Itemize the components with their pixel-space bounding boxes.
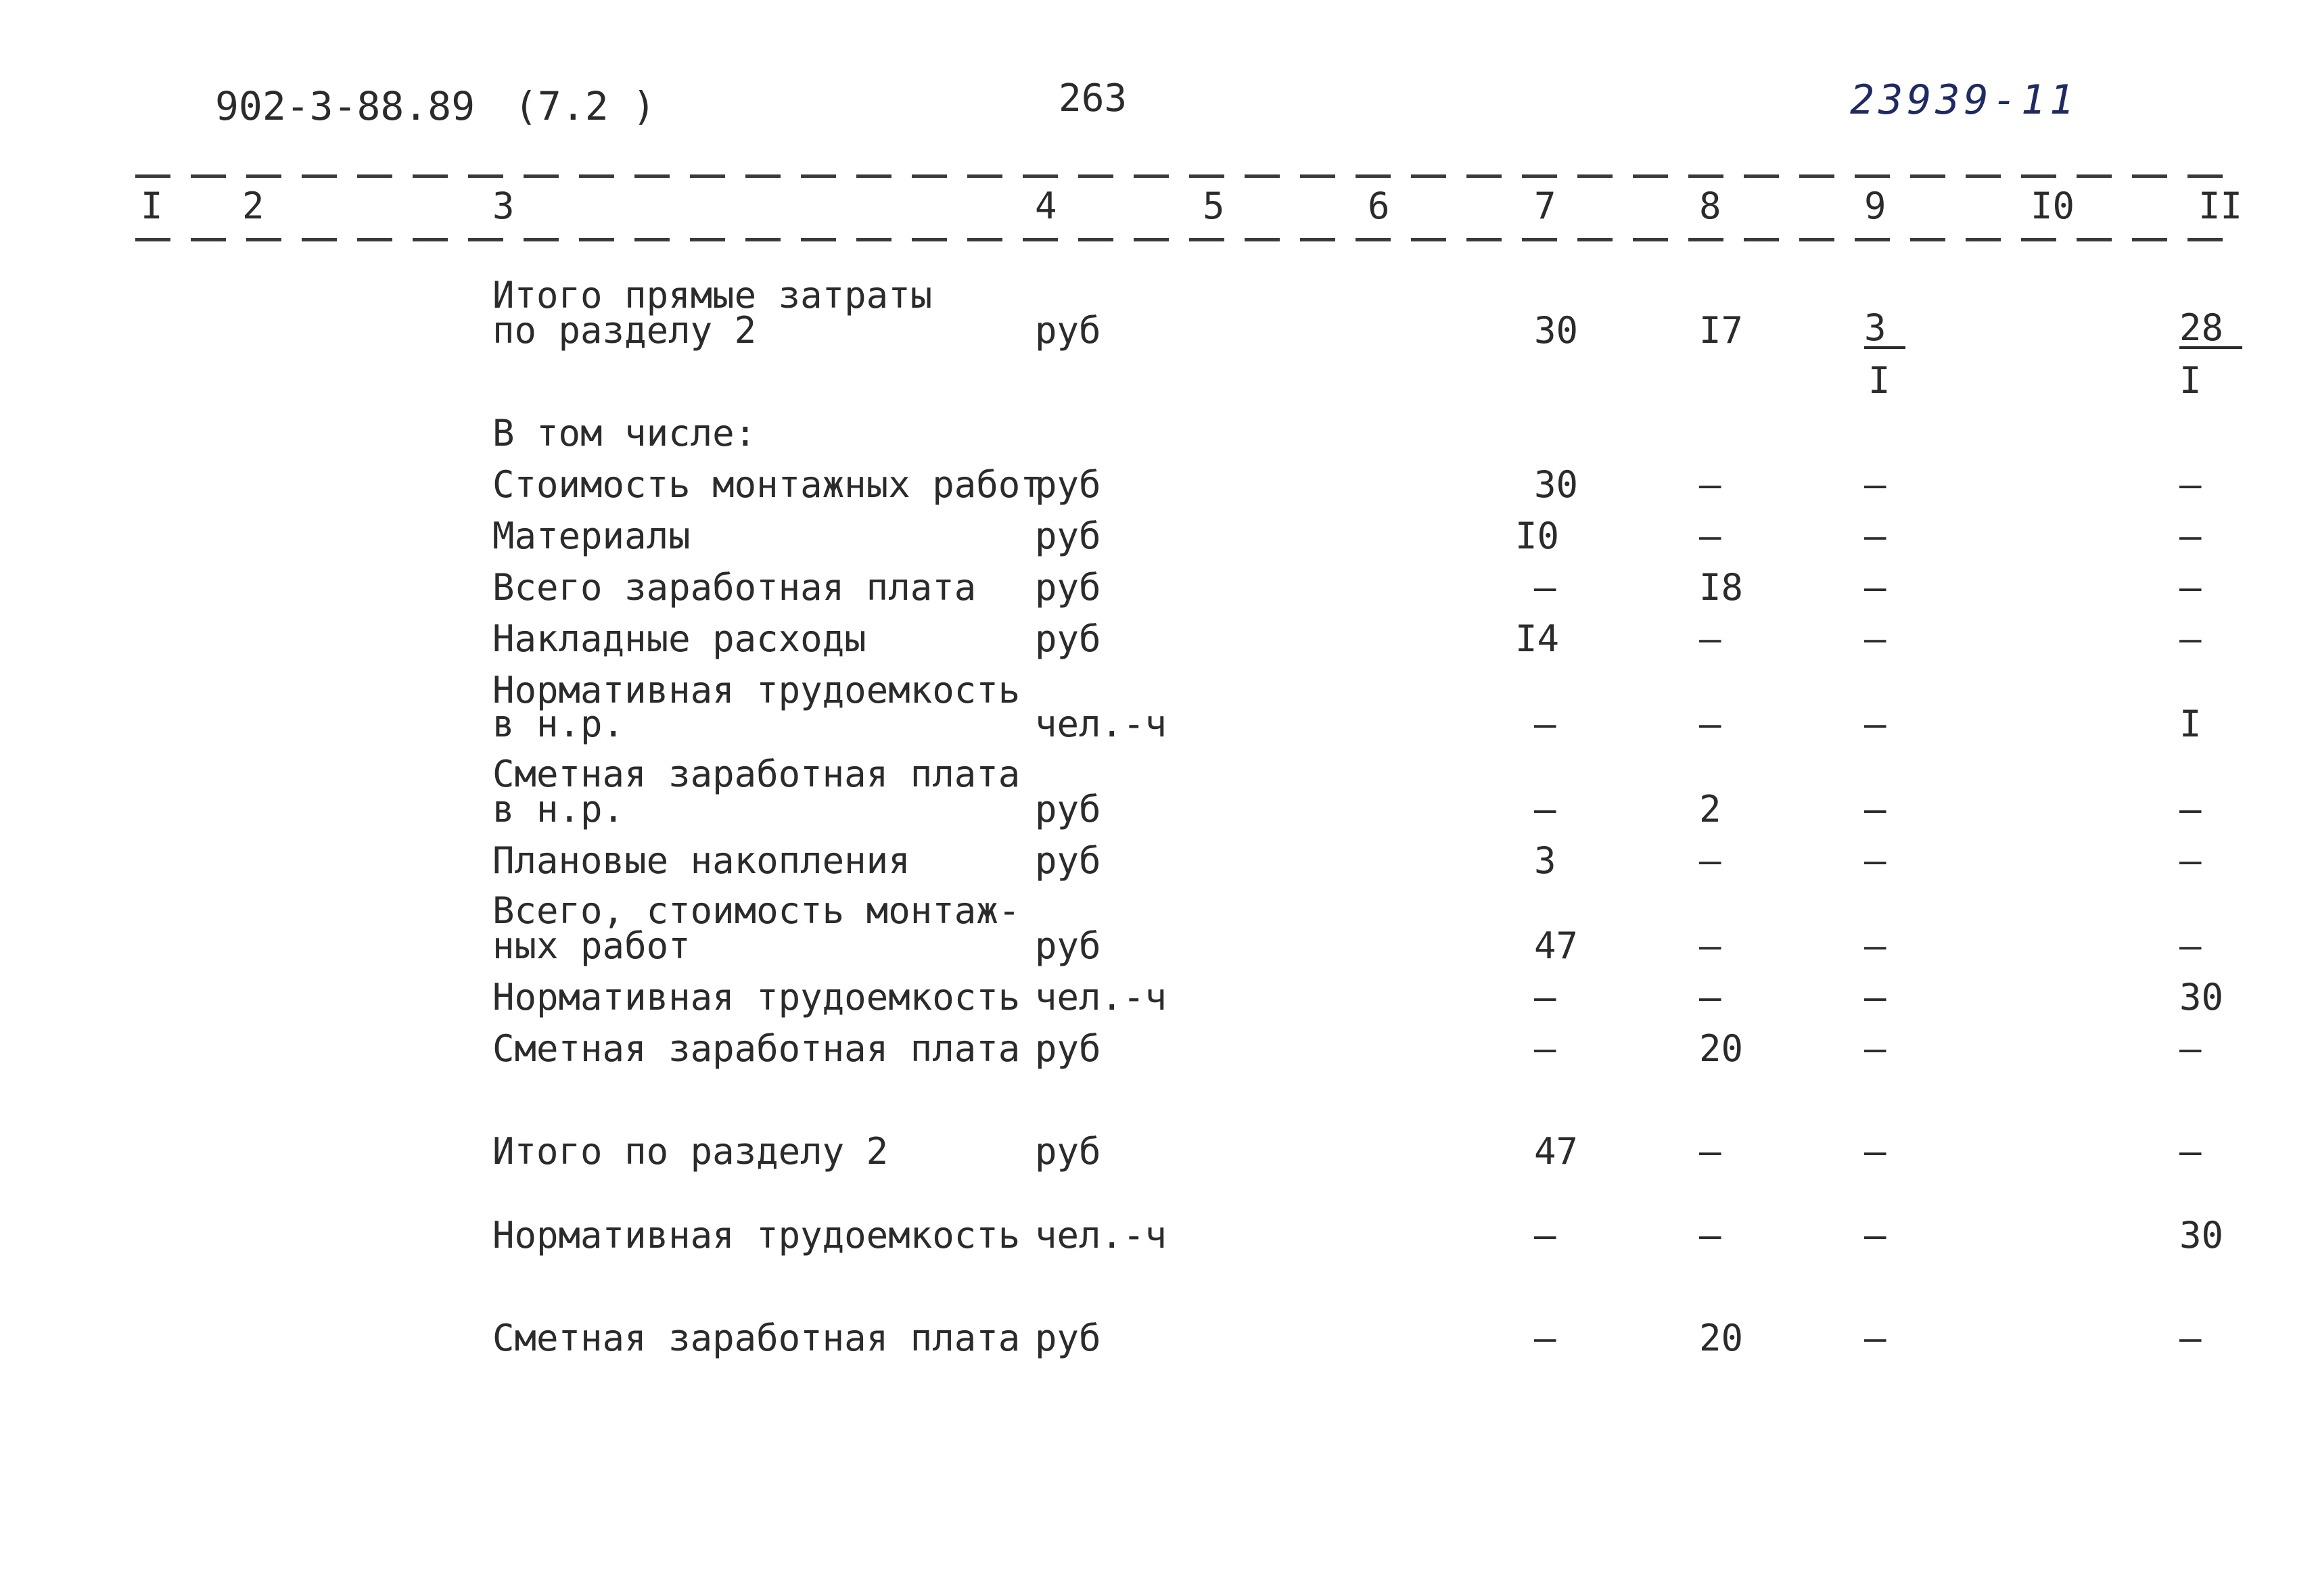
- value-cell: –: [2179, 839, 2202, 882]
- value-cell: –: [2179, 1317, 2202, 1359]
- value-cell: I: [2179, 703, 2202, 745]
- row-label: Нормативная трудоемкость: [492, 976, 1021, 1018]
- value-cell: –: [1699, 1214, 1721, 1257]
- value-cell: 20: [1699, 1027, 1744, 1070]
- row-label: Нормативная трудоемкость: [492, 669, 1021, 711]
- column-number: II: [2198, 185, 2243, 227]
- row-label: Плановые накопления: [492, 839, 910, 882]
- value-cell: –: [1534, 566, 1556, 609]
- column-number: 4: [1035, 185, 1057, 227]
- value-cell: –: [1699, 1130, 1721, 1173]
- value-cell: I7: [1699, 309, 1744, 352]
- column-number: 7: [1534, 185, 1556, 227]
- value-cell: –: [2179, 617, 2202, 660]
- value-cell: 28: [2179, 310, 2242, 349]
- value-cell: –: [1864, 566, 1886, 609]
- section-number: (7.2 ): [514, 83, 656, 129]
- row-label: Сметная заработная плата: [492, 1027, 1021, 1070]
- value-cell: –: [1699, 924, 1721, 967]
- unit-cell: руб: [1035, 309, 1101, 352]
- value-cell: 30: [2179, 1214, 2224, 1257]
- row-label: Сметная заработная плата: [492, 1317, 1021, 1359]
- value-cell: –: [1534, 1214, 1556, 1257]
- value-cell: –: [1864, 703, 1886, 745]
- value-cell: –: [1864, 515, 1886, 557]
- value-cell: –: [1864, 976, 1886, 1018]
- column-number: 5: [1203, 185, 1225, 227]
- table-header-rule: [135, 238, 2239, 241]
- column-number: I: [141, 185, 163, 227]
- value-cell: I4: [1515, 617, 1560, 660]
- value-cell: –: [1699, 976, 1721, 1018]
- value-cell: 30: [2179, 976, 2224, 1018]
- row-label: Всего, стоимость монтаж-: [492, 889, 1021, 932]
- column-number: I0: [2031, 185, 2075, 227]
- row-label: Стоимость монтажных работ: [492, 463, 1042, 506]
- unit-cell: руб: [1035, 788, 1101, 830]
- column-number: 9: [1864, 185, 1886, 227]
- row-label: в н.р.: [492, 788, 625, 830]
- value-cell: –: [2179, 924, 2202, 967]
- value-cell: 20: [1699, 1317, 1744, 1359]
- value-cell: –: [1534, 976, 1556, 1018]
- value-cell: –: [1699, 703, 1721, 745]
- unit-cell: руб: [1035, 1130, 1101, 1173]
- row-label: В том числе:: [492, 412, 757, 454]
- value-cell: 3: [1864, 310, 1905, 349]
- column-number: 3: [492, 185, 515, 227]
- value-cell: –: [2179, 566, 2202, 609]
- value-cell: 2: [1699, 788, 1721, 830]
- value-subcell: I: [1868, 359, 1891, 402]
- row-label: Сметная заработная плата: [492, 753, 1021, 795]
- unit-cell: руб: [1035, 617, 1101, 660]
- value-cell: –: [1699, 617, 1721, 660]
- row-label: по разделу 2: [492, 309, 757, 352]
- value-cell: –: [1864, 839, 1886, 882]
- value-subcell: I: [2179, 359, 2202, 402]
- serial-number: 23939-11: [1850, 76, 2078, 124]
- column-number: 2: [242, 185, 264, 227]
- unit-cell: руб: [1035, 839, 1101, 882]
- value-cell: 30: [1534, 309, 1579, 352]
- unit-cell: руб: [1035, 463, 1101, 506]
- unit-cell: чел.-ч: [1035, 703, 1167, 745]
- row-label: Нормативная трудоемкость: [492, 1214, 1021, 1257]
- unit-cell: чел.-ч: [1035, 1214, 1167, 1257]
- column-number: 8: [1699, 185, 1721, 227]
- unit-cell: чел.-ч: [1035, 976, 1167, 1018]
- value-cell: 47: [1534, 1130, 1579, 1173]
- value-cell: –: [1534, 1317, 1556, 1359]
- value-cell: –: [1699, 839, 1721, 882]
- value-cell: –: [1864, 1130, 1886, 1173]
- value-cell: –: [1864, 1317, 1886, 1359]
- value-cell: 3: [1534, 839, 1556, 882]
- value-cell: –: [1864, 463, 1886, 506]
- column-number: 6: [1368, 185, 1390, 227]
- value-cell: –: [1534, 1027, 1556, 1070]
- document-code: 902-3-88.89: [215, 83, 476, 129]
- value-cell: –: [1864, 617, 1886, 660]
- value-cell: –: [2179, 1027, 2202, 1070]
- value-cell: –: [2179, 515, 2202, 557]
- unit-cell: руб: [1035, 1027, 1101, 1070]
- value-cell: –: [1534, 703, 1556, 745]
- value-cell: –: [2179, 788, 2202, 830]
- row-label: ных работ: [492, 924, 691, 967]
- value-cell: 30: [1534, 463, 1579, 506]
- value-cell: 47: [1534, 924, 1579, 967]
- unit-cell: руб: [1035, 566, 1101, 609]
- value-cell: –: [2179, 1130, 2202, 1173]
- unit-cell: руб: [1035, 924, 1101, 967]
- unit-cell: руб: [1035, 515, 1101, 557]
- value-cell: –: [1864, 788, 1886, 830]
- value-cell: –: [1699, 463, 1721, 506]
- value-cell: I0: [1515, 515, 1560, 557]
- value-cell: I8: [1699, 566, 1744, 609]
- value-cell: –: [1864, 924, 1886, 967]
- value-cell: –: [2179, 463, 2202, 506]
- value-cell: –: [1534, 788, 1556, 830]
- row-label: в н.р.: [492, 703, 625, 745]
- value-cell: –: [1699, 515, 1721, 557]
- value-cell: –: [1864, 1027, 1886, 1070]
- row-label: Итого по разделу 2: [492, 1130, 889, 1173]
- value-cell: –: [1864, 1214, 1886, 1257]
- row-label: Всего заработная плата: [492, 566, 977, 609]
- unit-cell: руб: [1035, 1317, 1101, 1359]
- row-label: Итого прямые затраты: [492, 274, 933, 316]
- row-label: Материалы: [492, 515, 691, 557]
- row-label: Накладные расходы: [492, 617, 866, 660]
- page-number: 263: [1059, 76, 1128, 120]
- table-top-rule: [135, 174, 2239, 178]
